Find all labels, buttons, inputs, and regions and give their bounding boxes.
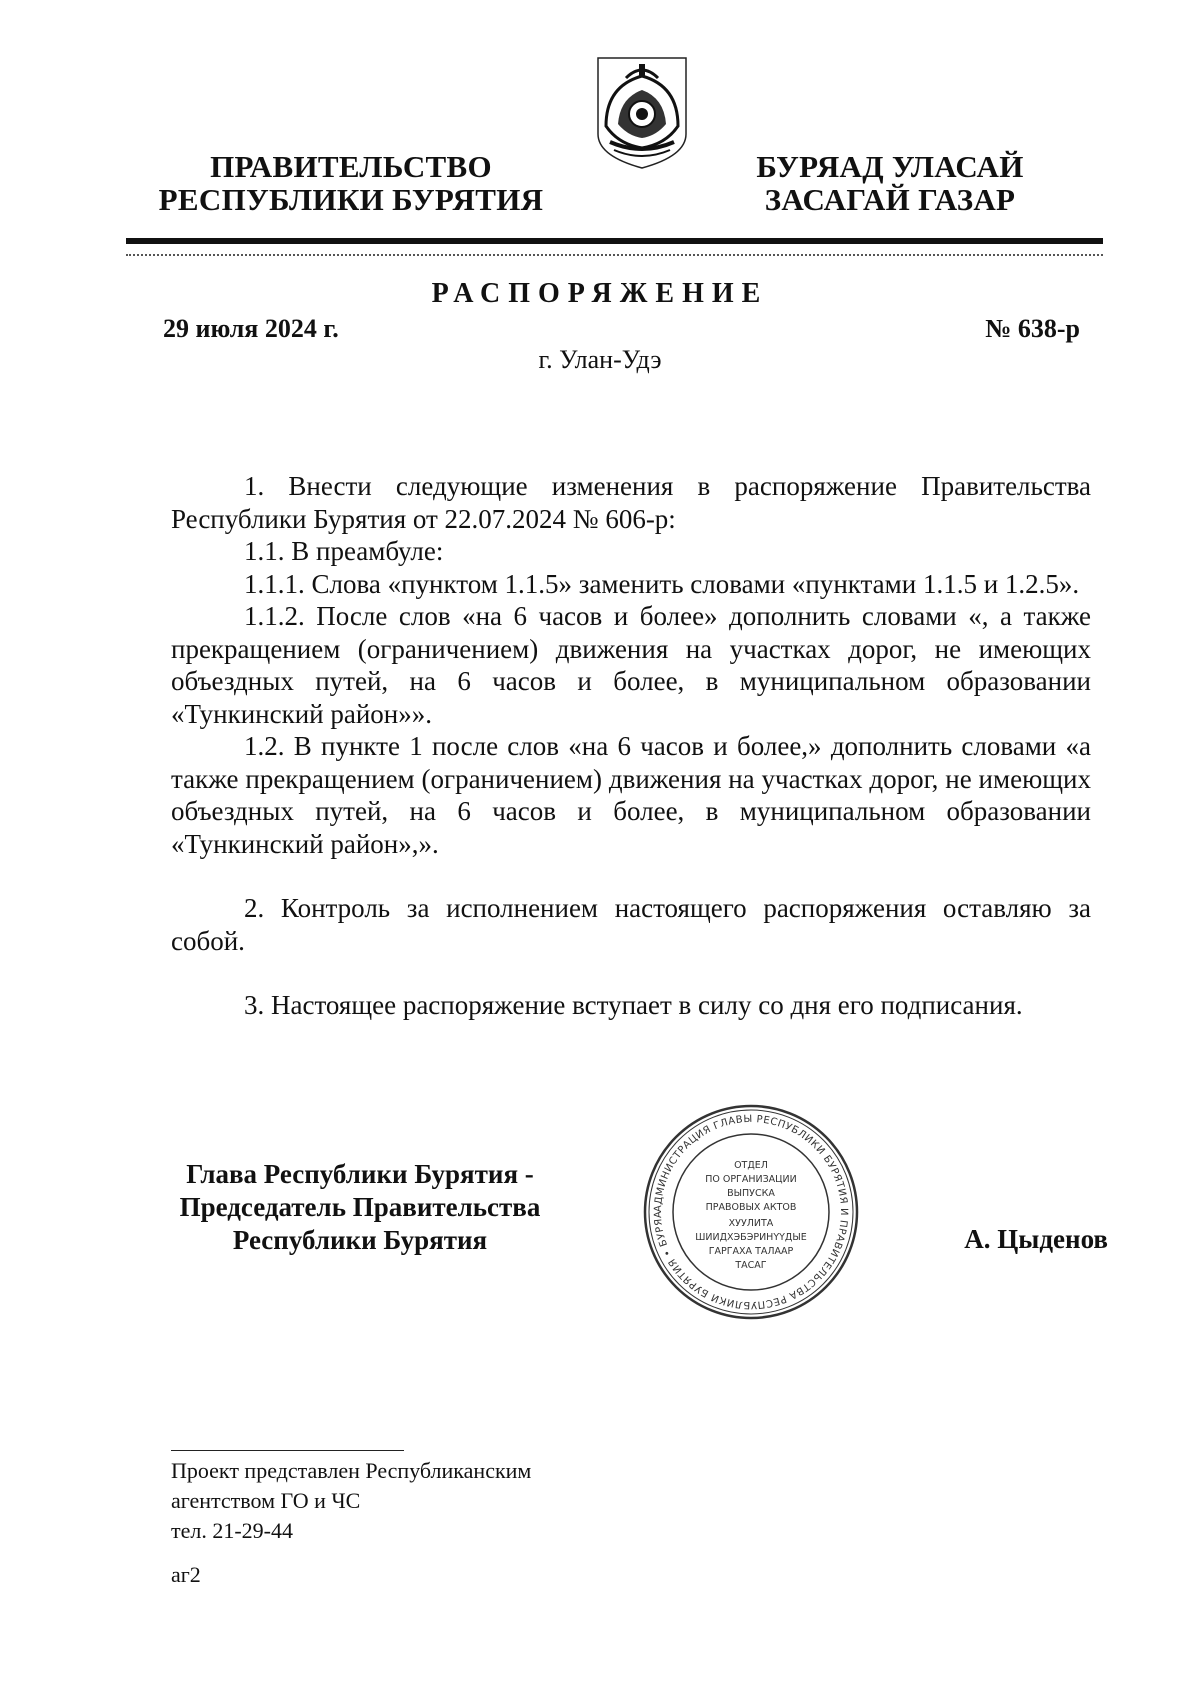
- seal-line7: ГАРГАХА ТАЛААР: [708, 1246, 794, 1257]
- signatory-position-line2: Председатель Правительства: [179, 1192, 541, 1222]
- paragraph-1-2: 1.2. В пункте 1 после слов «на 6 часов и более,» дополнить словами «а также прекращением (ограничением) движения на участках дорог, не имеющих объездных путей, на 6 часов и более, в муниципальном образовании «Тункинский район»,».: [171, 731, 1091, 859]
- document-code: аг2: [171, 1562, 201, 1587]
- seal-line6: ШИИДХЭБЭРИНҮҮДЫЕ: [695, 1232, 807, 1243]
- header-left-line1: ПРАВИТЕЛЬСТВО: [210, 149, 492, 184]
- seal-line3: ВЫПУСКА: [727, 1188, 775, 1199]
- header-right-line1: БУРЯАД УЛАСАЙ: [756, 149, 1024, 184]
- seal-line1: ОТДЕЛ: [734, 1160, 768, 1171]
- paragraph-1-1-2: 1.1.2. После слов «на 6 часов и более» дополнить словами «, а также прекращением (ограничением) движения на участках дорог, не имеющих объездных путей, на 6 часов и более, в муниципальном образовании «Тункинский район»».: [171, 601, 1091, 729]
- header-left-line2: РЕСПУБЛИКИ БУРЯТИЯ: [158, 182, 544, 217]
- document-body: [171, 470, 1091, 1022]
- signatory-position-line1: Глава Республики Бурятия -: [186, 1159, 534, 1189]
- footnote-line2: агентством ГО и ЧС: [171, 1488, 361, 1513]
- document-number: № 638-р: [985, 314, 1080, 343]
- document-date: 29 июля 2024 г.: [163, 314, 339, 343]
- header-divider-thin: [126, 254, 1103, 256]
- paragraph-3: 3. Настоящее распоряжение вступает в силу со дня его подписания.: [244, 990, 1023, 1020]
- seal-line2: ПО ОРГАНИЗАЦИИ: [705, 1174, 797, 1185]
- footnote-divider: [171, 1450, 404, 1451]
- seal-line8: ТАСАГ: [735, 1260, 767, 1271]
- header-divider-thick: [126, 238, 1103, 244]
- signatory-position: [140, 1158, 580, 1257]
- document-city: г. Улан-Удэ: [538, 345, 662, 374]
- paragraph-1: 1. Внести следующие изменения в распоряжение Правительства Республики Бурятия от 22.07.2024 № 606-р:: [171, 471, 1091, 534]
- seal-line4: ПРАВОВЫХ АКТОВ: [705, 1202, 797, 1213]
- signatory-position-line3: Республики Бурятия: [232, 1225, 488, 1255]
- seal-outer-text: АДМИНИСТРАЦИЯ ГЛАВЫ РЕСПУБЛИКИ БУРЯТИЯ И ПРАВИТЕЛЬСТВА РЕСПУБЛИКИ БУРЯТИЯ • БУРЯА: [652, 1113, 850, 1311]
- signatory-name: А. Цыденов: [964, 1224, 1108, 1254]
- seal-line5: ХУУЛИТА: [728, 1218, 774, 1229]
- document-title: РАСПОРЯЖЕНИЕ: [431, 278, 769, 309]
- paragraph-1-1: 1.1. В преамбуле:: [244, 536, 444, 566]
- paragraph-2: 2. Контроль за исполнением настоящего распоряжения оставляю за собой.: [171, 893, 1091, 956]
- coat-of-arms-icon: [596, 56, 688, 171]
- official-seal: [641, 1102, 861, 1322]
- footnote-line1: Проект представлен Республиканским: [171, 1458, 532, 1483]
- footnote-phone: тел. 21-29-44: [171, 1518, 294, 1543]
- paragraph-1-1-1: 1.1.1. Слова «пунктом 1.1.5» заменить словами «пунктами 1.1.5 и 1.2.5».: [244, 568, 1080, 599]
- header-right-line2: ЗАСАГАЙ ГАЗАР: [764, 182, 1016, 217]
- footnote: [171, 1456, 531, 1546]
